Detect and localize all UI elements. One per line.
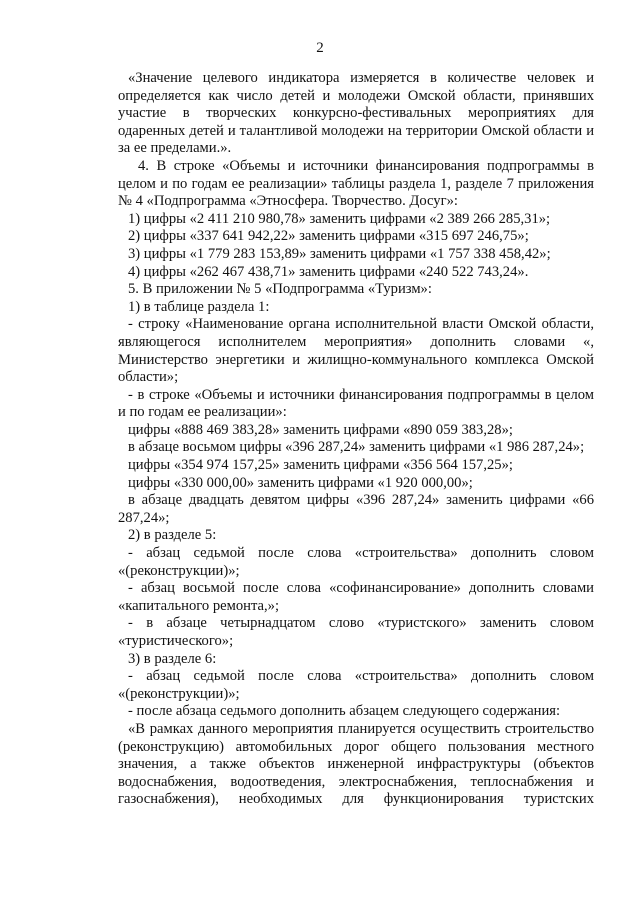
- paragraph-item-4-3: 3) цифры «1 779 283 153,89» заменить цифрами «1 757 338 458,42»;: [128, 245, 551, 262]
- paragraph-item-5-1: 1) в таблице раздела 1:: [128, 298, 270, 315]
- paragraph-item-5-2-b: - абзац восьмой после слова «софинансирование» дополнить словами «капитального ремонта,»;: [118, 580, 594, 614]
- paragraph-item-4-2: 2) цифры «337 641 942,22» заменить цифрами «315 697 246,75»;: [128, 228, 529, 245]
- paragraph-item-5-3: 3) в разделе 6:: [128, 650, 217, 667]
- paragraph-item-4-4: 4) цифры «262 467 438,71» заменить цифрами «240 522 743,24».: [128, 263, 529, 280]
- paragraph-item-5-3-b: - после абзаца седьмого дополнить абзацем следующего содержания:: [128, 703, 561, 720]
- paragraph-item-5-1-name: - строку «Наименование органа исполнительной власти Омской области, являющегося исполнителем мероприятия» дополнить словами «, Министерство энергетики и жилищно-коммунального комплекса Омской области»;: [118, 316, 594, 386]
- paragraph-item-5-1-a: цифры «888 469 383,28» заменить цифрами «890 059 383,28»;: [128, 421, 513, 438]
- paragraph-item-5-1-b: в абзаце восьмом цифры «396 287,24» заменить цифрами «1 986 287,24»;: [128, 439, 585, 456]
- document-body: [118, 70, 594, 809]
- paragraph-item-5: 5. В приложении № 5 «Подпрограмма «Туризм»:: [128, 281, 432, 298]
- paragraph-new-text: «В рамках данного мероприятия планируется осуществить строительство (реконструкцию) автомобильных дорог общего пользования местного значения, а также объектов инженерной инфраструктуры (объектов водоснабжения, водоотведения, электроснабжения, теплоснабжения и газоснабжения), необходимых для функционирования туристских: [118, 720, 594, 808]
- paragraph-item-4: 4. В строке «Объемы и источники финансирования подпрограммы в целом и по годам ее реализации» таблицы раздела 1, разделе 7 приложения № 4 «Подпрограмма «Этносфера. Творчество. Досуг»:: [118, 157, 594, 210]
- paragraph-item-5-3-a: - абзац седьмой после слова «строительства» дополнить словом «(реконструкции)»;: [118, 668, 594, 702]
- paragraph-item-5-1-c: цифры «354 974 157,25» заменить цифрами «356 564 157,25»;: [128, 457, 513, 474]
- paragraph-item-5-2: 2) в разделе 5:: [128, 527, 217, 544]
- paragraph-item-4-1: 1) цифры «2 411 210 980,78» заменить цифрами «2 389 266 285,31»;: [128, 210, 551, 227]
- paragraph-item-5-1-e: в абзаце двадцать девятом цифры «396 287,24» заменить цифрами «66 287,24»;: [118, 492, 594, 526]
- page-number: 2: [316, 40, 324, 56]
- paragraph-indicator-quote: «Значение целевого индикатора измеряется в количестве человек и определяется как число детей и молодежи Омской области, принявших участие в творческих конкурсно-фестивальных мероприятиях для одаренных детей и талантливой молодежи на территории Омской области и за ее пределами.».: [118, 70, 594, 157]
- paragraph-item-5-2-a: - абзац седьмой после слова «строительства» дополнить словом «(реконструкции)»;: [118, 545, 594, 579]
- paragraph-item-5-1-d: цифры «330 000,00» заменить цифрами «1 920 000,00»;: [128, 474, 473, 491]
- paragraph-item-5-2-c: - в абзаце четырнадцатом слово «туристского» заменить словом «туристического»;: [118, 615, 594, 649]
- paragraph-item-5-1-volumes: - в строке «Объемы и источники финансирования подпрограммы в целом и по годам ее реализации»:: [118, 386, 594, 421]
